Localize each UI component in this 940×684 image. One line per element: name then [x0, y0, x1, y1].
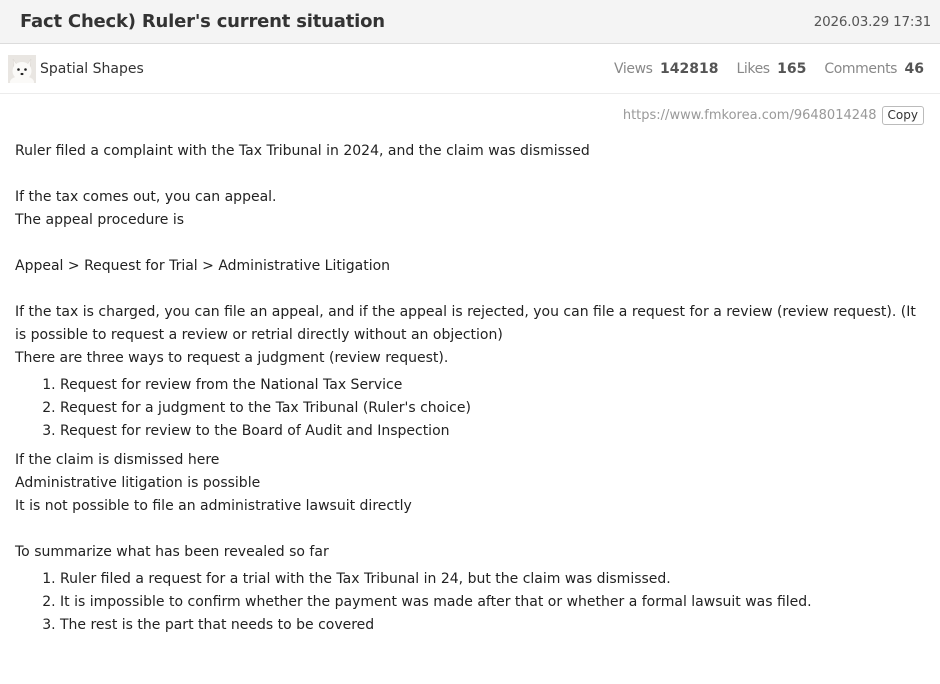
comments-count: 46 [904, 60, 924, 77]
body-paragraph: To summarize what has been revealed so far [15, 544, 329, 560]
likes-label: Likes [736, 60, 770, 77]
views-label: Views [614, 60, 653, 77]
comments-label: Comments [824, 60, 898, 77]
views-count: 142818 [660, 60, 719, 77]
author-info[interactable] [8, 55, 144, 83]
body-paragraph: It is not possible to file an administrative lawsuit directly [15, 498, 412, 514]
post-body [15, 140, 920, 643]
post-url-row [623, 106, 924, 125]
post-header [0, 0, 940, 44]
list-item: 3. The rest is the part that needs to be covered [60, 614, 920, 637]
body-paragraph: Administrative litigation is possible [15, 475, 261, 491]
post-date: 2026.03.29 17:31 [813, 13, 931, 30]
white-dog-avatar-icon[interactable] [8, 55, 36, 83]
summary-list [15, 568, 920, 637]
body-paragraph: If the tax comes out, you can appeal. [15, 189, 277, 205]
body-paragraph: If the tax is charged, you can file an appeal, and if the appeal is rejected, you can file a request for a review (review request). (It is possible to request a review or retrial directly without an objection) [15, 304, 916, 343]
body-paragraph: Ruler filed a complaint with the Tax Tribunal in 2024, and the claim was dismissed [15, 143, 590, 159]
post-meta-bar [0, 44, 940, 94]
list-item: 2. It is impossible to confirm whether the payment was made after that or whether a formal lawsuit was filed. [60, 591, 920, 614]
list-item: 3. Request for review to the Board of Audit and Inspection [60, 420, 920, 443]
blank-line [15, 278, 920, 301]
post-title: Fact Check) Ruler's current situation [20, 11, 385, 32]
body-paragraph: There are three ways to request a judgment (review request). [15, 350, 449, 366]
body-paragraph: Appeal > Request for Trial > Administrative Litigation [15, 258, 391, 274]
comments-stat[interactable] [824, 61, 924, 77]
list-item: 2. Request for a judgment to the Tax Tribunal (Ruler's choice) [60, 397, 920, 420]
post-url[interactable]: https://www.fmkorea.com/9648014248 [622, 108, 877, 123]
likes-stat [736, 61, 806, 77]
review-options-list [15, 374, 920, 443]
views-stat [614, 61, 718, 77]
blank-line [15, 163, 920, 186]
body-paragraph: The appeal procedure is [15, 212, 185, 228]
list-item: 1. Ruler filed a request for a trial with the Tax Tribunal in 24, but the claim was dismissed. [60, 568, 920, 591]
likes-count: 165 [777, 60, 807, 77]
blank-line [15, 518, 920, 541]
blank-line [15, 232, 920, 255]
list-item: 1. Request for review from the National Tax Service [60, 374, 920, 397]
post-stats [596, 61, 924, 77]
copy-url-button[interactable]: Copy [882, 106, 924, 125]
author-name[interactable]: Spatial Shapes [40, 60, 144, 77]
body-paragraph: If the claim is dismissed here [15, 452, 220, 468]
